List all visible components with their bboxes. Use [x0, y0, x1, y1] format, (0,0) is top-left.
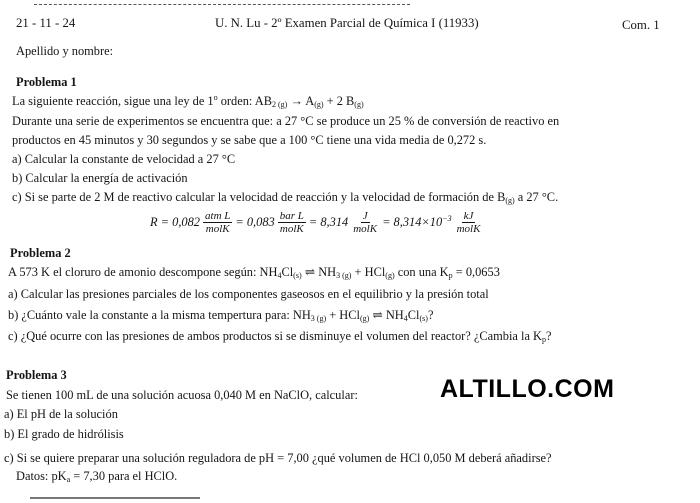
name-label: Apellido y nombre: [16, 44, 114, 58]
formula-fraction-1: $\frac{\text{atm L}}{\text{molK}}$ [205, 209, 231, 235]
top-dashed-rule [34, 4, 410, 5]
formula-fraction-4: $\frac{kJ}{\text{molK}}$ [456, 209, 481, 235]
formula-eq-3: = 8,314 [308, 214, 349, 229]
exam-title: U. N. Lu - 2º Examen Parcial de Química I (11933) [215, 16, 479, 30]
problem-3-data: Datos: $pK_a = 7,30$ para el HClO. [16, 469, 178, 484]
problem-1-intro: La siguiente reacción, sigue una ley de 1$^o$ orden: $AB_{2 (g)} \to A_{(g)} + 2$ $B_{(g)}$ [12, 93, 364, 109]
problem-1-item-a: a) Calcular la constante de velocidad a 27 °C [12, 152, 236, 166]
formula-eq-2: = 0,083 [235, 214, 275, 229]
problem-3-item-c: c) Si se quiere preparar una solución reguladora de pH = 7,00 ¿qué volumen de HCl 0,050 M deberá añadirse? [4, 451, 552, 465]
problem-2-title: Problema 2 [10, 246, 71, 260]
problem-3-intro: Se tienen 100 mL de una solución acuosa 0,040 M en NaClO, calcular: [6, 388, 358, 402]
formula-r-label: R = 0,082 [150, 214, 201, 229]
problem-1-item-c: c) Si se parte de 2 M de reactivo calcular la velocidad de reacción y la velocidad de formación de $B_{(g)}$ a 27 °C. [12, 190, 559, 205]
problem-3-item-b: b) El grado de hidrólisis [4, 427, 124, 441]
problem-3-title: Problema 3 [6, 368, 67, 382]
problem-1-body-line-1: Durante una serie de experimentos se encuentra que: a 27 °C se produce un 25 % de conversión de reactivo en [12, 114, 560, 128]
problem-2-item-a: a) Calcular las presiones parciales de los componentes gaseosos en el equilibrio y la presión total [8, 287, 489, 301]
bottom-scan-edge [30, 497, 200, 499]
altillo-watermark: ALTILLO.COM [440, 375, 615, 403]
problem-2-item-b: b) ¿Cuánto vale la constante a la misma tempertura para: $NH_{3 (g)} + HCl_{(g)}$ ⇌ $NH_4Cl_{(s)}$? [8, 308, 434, 323]
problem-2-intro: A 573 K el cloruro de amonio descompone según: $NH_4Cl_{(s)}$ ⇌ $NH_{3 (g)} + HCl_{(g)}$ con una $K_p = 0,0653$ [8, 265, 500, 280]
formula-eq-4: = $8,314\times 10^{-3}$ [382, 213, 452, 229]
problem-1-item-b: b) Calcular la energía de activación [12, 171, 188, 185]
problem-2-item-c: c) ¿Qué ocurre con las presiones de ambos productos si se disminuye el volumen del reactor? ¿Cambia la $K_p$? [8, 329, 552, 344]
formula-fraction-2: $\frac{\text{bar L}}{\text{molK}}$ [279, 209, 304, 235]
problem-1-title: Problema 1 [16, 75, 77, 89]
exam-date: 21 - 11 - 24 [16, 16, 76, 30]
problem-1-body-line-2: productos en 45 minutos y 30 segundos y se sabe que a 100 °C tiene una vida media de 0,272 s. [12, 133, 487, 147]
problem-3-item-a: a) El pH de la solución [4, 407, 118, 421]
exam-code: Com. 1 [622, 18, 660, 32]
gas-constant-formula [150, 204, 485, 240]
formula-fraction-3: $\frac{J}{\text{molK}}$ [353, 209, 378, 235]
